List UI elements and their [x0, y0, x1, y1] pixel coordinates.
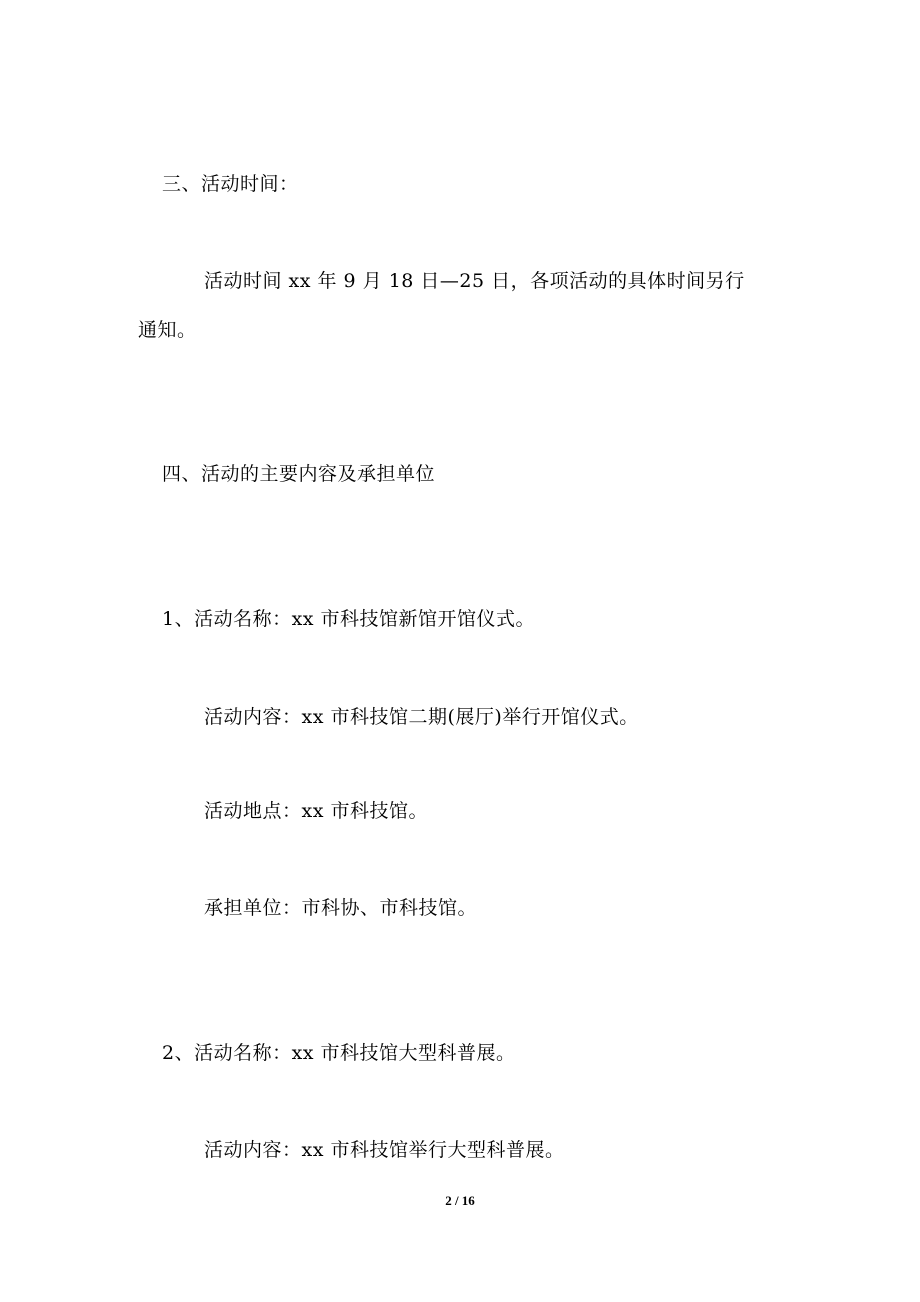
activity-1-name: 1、活动名称：xx 市科技馆新馆开馆仪式。	[162, 608, 536, 630]
time-paragraph-line-1: 活动时间 xx 年 9 月 18 日—25 日，各项活动的具体时间另行	[204, 270, 745, 292]
page-number: 2 / 16	[445, 1193, 475, 1208]
activity-1-content: 活动内容：xx 市科技馆二期(展厅)举行开馆仪式。	[204, 706, 639, 728]
time-paragraph-line-2: 通知。	[138, 319, 197, 341]
activity-2-name: 2、活动名称：xx 市科技馆大型科普展。	[162, 1042, 516, 1064]
section-heading-time: 三、活动时间：	[162, 173, 299, 195]
activity-1-location: 活动地点：xx 市科技馆。	[204, 800, 428, 822]
section-heading-content: 四、活动的主要内容及承担单位	[162, 463, 436, 485]
activity-2-content: 活动内容：xx 市科技馆举行大型科普展。	[204, 1139, 565, 1161]
activity-1-organizer: 承担单位：市科协、市科技馆。	[204, 897, 478, 919]
